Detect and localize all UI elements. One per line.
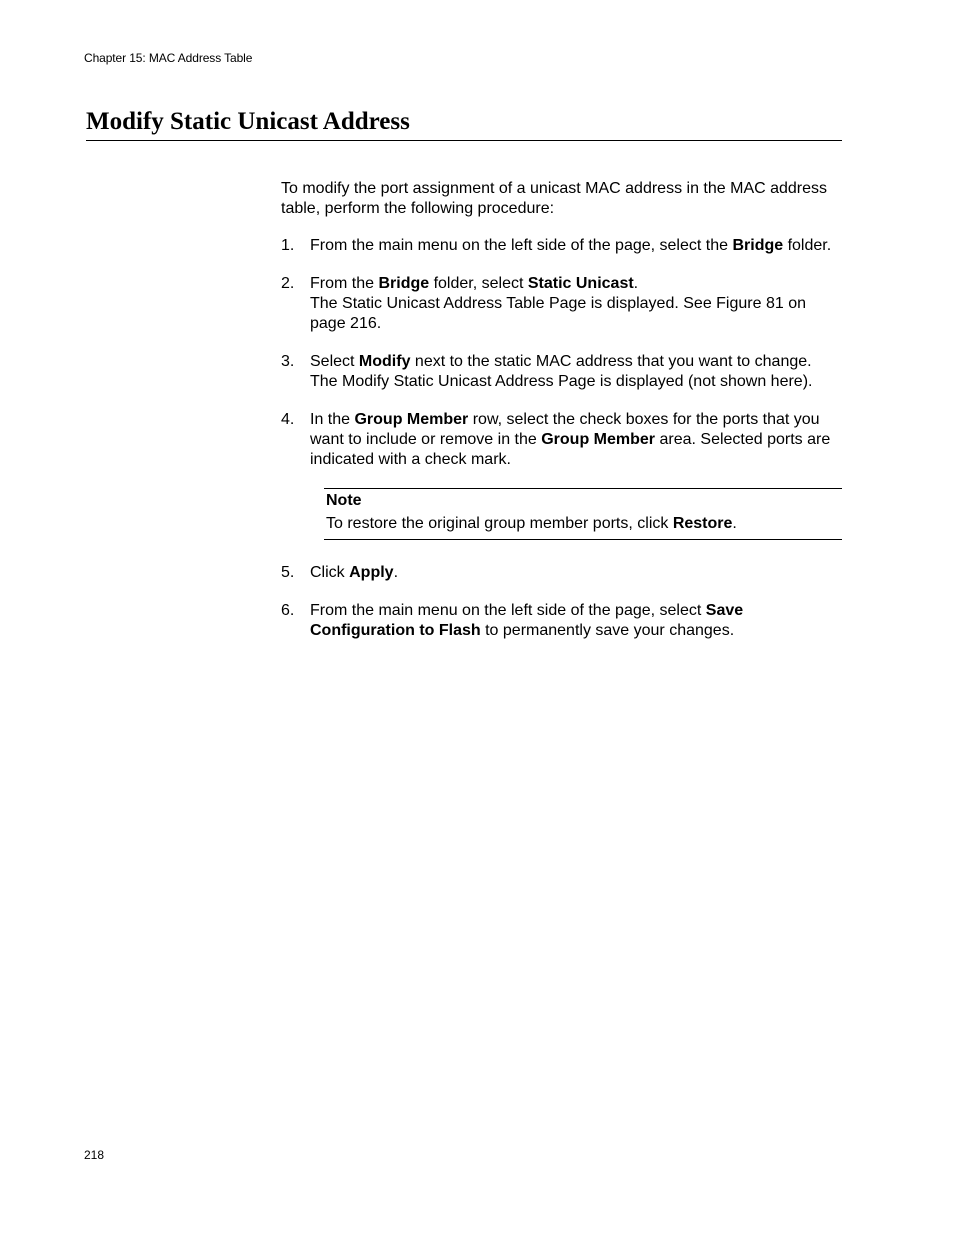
ui-term: Group Member: [354, 411, 469, 428]
step-number: 5.: [281, 564, 295, 581]
step-number: 6.: [281, 602, 295, 619]
step-text: .: [633, 275, 639, 292]
section-title: Modify Static Unicast Address: [86, 106, 842, 141]
step-text: Select: [310, 353, 359, 370]
step-text: folder, select: [429, 275, 528, 292]
step-text: From the main menu on the left side of the page, select: [310, 602, 706, 619]
step-1: [281, 236, 846, 256]
step-text: In the: [310, 411, 355, 428]
step-2: [281, 274, 846, 334]
ui-term: Modify: [358, 353, 411, 370]
step-text: Click: [310, 564, 350, 581]
step-6: [281, 601, 846, 641]
step-3: [281, 352, 846, 392]
ui-term: Static Unicast: [527, 275, 634, 292]
step-text: row, select the check boxes for the ports that you want to include or remove in the: [310, 411, 820, 448]
step-text: From the: [310, 275, 379, 292]
step-number: 1.: [281, 237, 295, 254]
step-text: .: [393, 564, 399, 581]
ui-term: Save Configuration to Flash: [310, 602, 744, 639]
step-4: [281, 410, 846, 470]
step-text: next to the static MAC address that you want to change.: [410, 353, 812, 370]
note-text: To restore the original group member ports, click: [326, 515, 673, 532]
step-5: [281, 563, 846, 583]
ui-term: Group Member: [541, 431, 656, 448]
step-text: folder.: [783, 237, 832, 254]
ui-term: Bridge: [378, 275, 430, 292]
note-box: [324, 488, 842, 540]
step-number: 2.: [281, 275, 295, 292]
step-number: 4.: [281, 411, 295, 428]
page-number: 218: [84, 1148, 105, 1162]
note-title: Note: [326, 492, 362, 509]
ui-term: Restore: [672, 515, 733, 532]
step-text: From the main menu on the left side of the page, select the: [310, 237, 733, 254]
step-result: The Modify Static Unicast Address Page is displayed (not shown here).: [310, 373, 813, 390]
step-text: to permanently save your changes.: [480, 622, 735, 639]
step-number: 3.: [281, 353, 295, 370]
running-header: Chapter 15: MAC Address Table: [84, 51, 253, 65]
procedure-content: [281, 179, 846, 659]
procedure-steps: [281, 236, 846, 470]
ui-term: Apply: [349, 564, 394, 581]
note-text: .: [732, 515, 737, 532]
ui-term: Bridge: [732, 237, 784, 254]
procedure-steps-continued: [281, 563, 846, 641]
intro-paragraph: To modify the port assignment of a unicast MAC address in the MAC address table, perform the following procedure:: [281, 180, 828, 217]
step-result: The Static Unicast Address Table Page is displayed. See Figure 81 on page 216.: [310, 295, 806, 332]
step-text: area. Selected ports are indicated with a check mark.: [310, 431, 831, 468]
